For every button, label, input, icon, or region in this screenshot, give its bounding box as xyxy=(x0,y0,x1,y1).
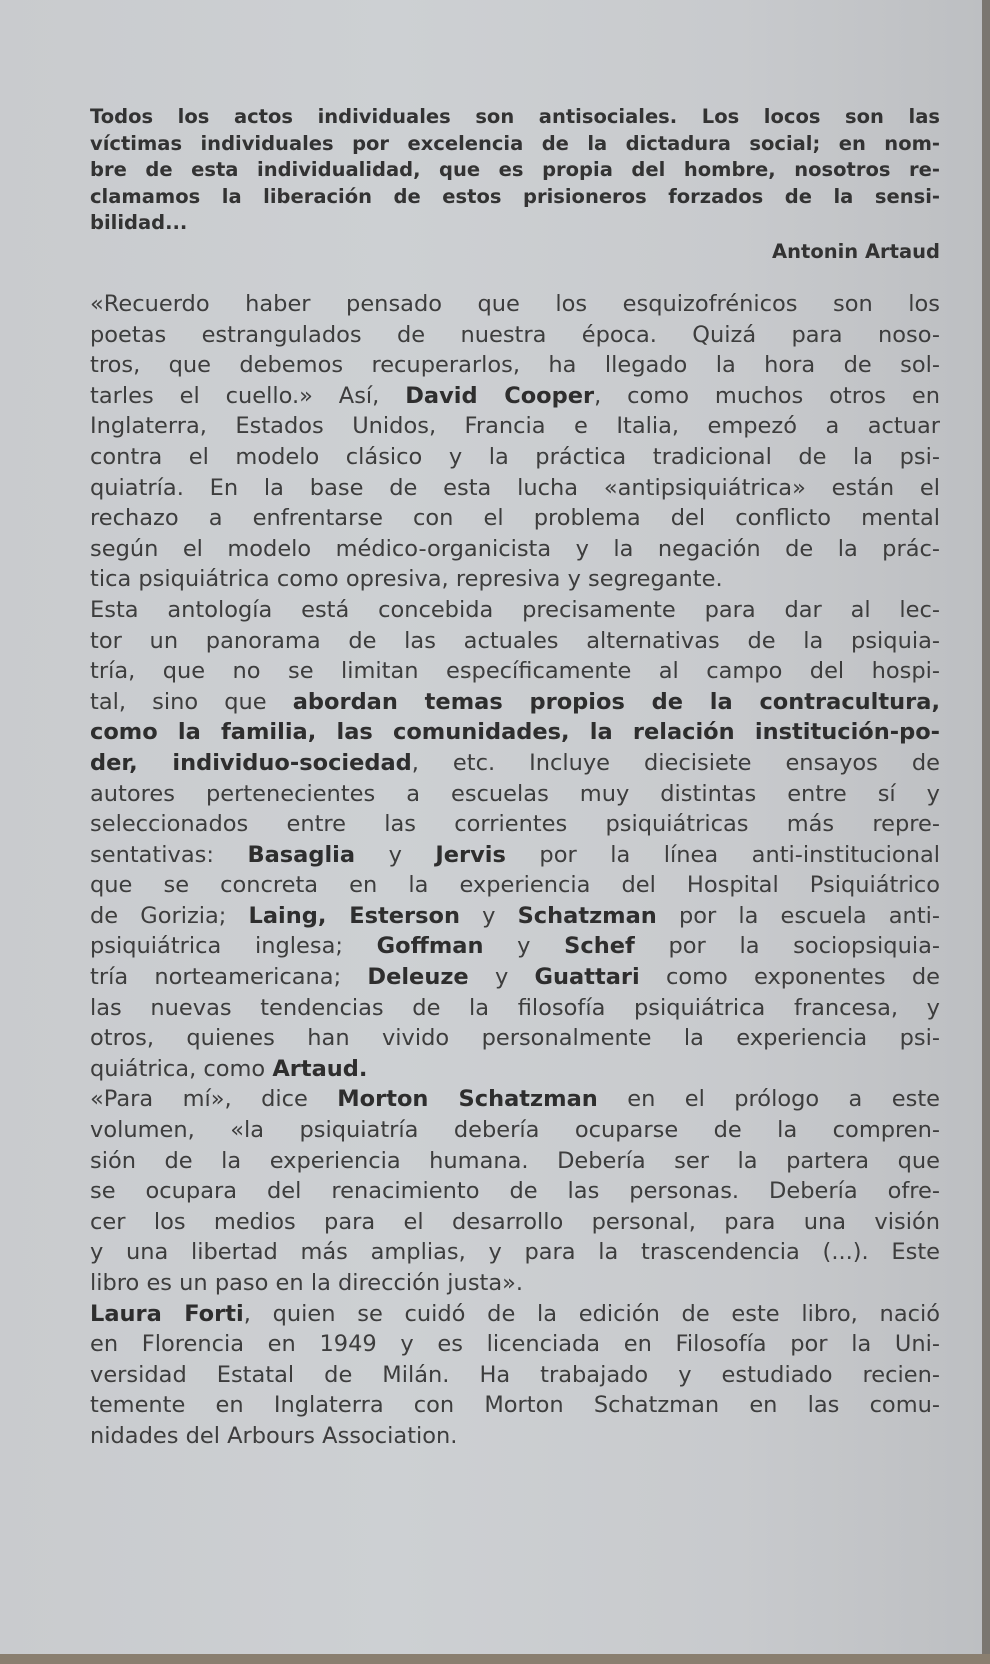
epigraph-line: víctimas individuales por excelencia de la dictadura social; en nom- xyxy=(90,131,940,155)
bold-name: Jervis xyxy=(435,841,506,868)
text-line: tría, que no se limitan específicamente al campo del hospi- xyxy=(90,658,940,685)
text-line: libro es un paso en la dirección justa». xyxy=(90,1270,524,1296)
text-line: quiatría. En la base de esta lucha «antipsiquiátrica» están el xyxy=(90,474,940,501)
text-line: las nuevas tendencias de la filosofía psiquiátrica francesa, y xyxy=(90,994,940,1021)
text-line: autores pertenecientes a escuelas muy distintas entre sí y xyxy=(90,780,940,807)
text-run: y xyxy=(460,902,518,929)
text-line: contra el modelo clásico y la práctica tradicional de la psi- xyxy=(90,443,940,470)
text-line xyxy=(90,1299,940,1330)
text-line: y una libertad más amplias, y para la trascendencia (...). Este xyxy=(90,1239,940,1266)
text-run: tría norteamericana; xyxy=(90,964,368,991)
text-run: y xyxy=(468,964,535,991)
text-line xyxy=(90,901,940,932)
text-line: temente en Inglaterra con Morton Schatzman en las comu- xyxy=(90,1392,940,1419)
text-line: se ocupara del renacimiento de las personas. Debería ofre- xyxy=(90,1178,940,1205)
text-line: que se concreta en la experiencia del Hospital Psiquiátrico xyxy=(90,872,940,899)
text-line: rechazo a enfrentarse con el problema del conflicto mental xyxy=(90,505,940,532)
text-line: versidad Estatal de Milán. Ha trabajado y estudiado recien- xyxy=(90,1361,940,1388)
bold-name-cooper: David Cooper xyxy=(405,382,595,409)
text-line: volumen, «la psiquiatría debería ocuparse de la compren- xyxy=(90,1117,940,1144)
epigraph-quote xyxy=(90,104,940,237)
bold-name: Artaud. xyxy=(272,1055,368,1082)
text-line: sión de la experiencia humana. Debería ser la partera que xyxy=(90,1147,940,1174)
bold-name: Guattari xyxy=(534,964,640,991)
bold-run: der, individuo-sociedad xyxy=(90,749,412,776)
text-run: como exponentes de xyxy=(639,964,940,991)
paragraph-intro xyxy=(90,289,940,595)
bold-name: Schef xyxy=(564,933,635,960)
text-line xyxy=(90,381,940,412)
text-line: «Recuerdo haber pensado que los esquizofrénicos son los xyxy=(90,291,940,317)
bold-name: Morton Schatzman xyxy=(337,1086,598,1113)
bold-name: Deleuze xyxy=(367,964,469,991)
text-run: por la sociopsiquia- xyxy=(634,933,940,960)
text-line xyxy=(90,1054,940,1085)
text-run: en el prólogo a este xyxy=(597,1086,940,1113)
bold-name: Goffman xyxy=(376,933,484,960)
text-line: Inglaterra, Estados Unidos, Francia e Italia, empezó a actuar xyxy=(90,413,940,440)
text-line: según el modelo médico-organicista y la negación de la prác- xyxy=(90,535,940,562)
text-run: sentativas: xyxy=(90,841,248,868)
text-line: tica psiquiátrica como opresiva, represiva y segregante. xyxy=(90,566,723,593)
bold-run: abordan temas propios de la contracultura, xyxy=(292,688,940,715)
text-run: , quien se cuidó de la edición de este libro, nació xyxy=(243,1300,940,1327)
text-run: , como muchos otros en xyxy=(594,382,940,409)
text-line: cer los medios para el desarrollo personal, para una visión xyxy=(90,1208,940,1235)
text-run: tal, sino que xyxy=(90,688,293,715)
text-line: poetas estrangulados de nuestra época. Quizá para noso- xyxy=(90,321,940,348)
text-run: , etc. Incluye diecisiete ensayos de xyxy=(411,749,940,776)
paragraph-schatzman-quote xyxy=(90,1084,940,1298)
text-line xyxy=(90,717,940,748)
text-line xyxy=(90,931,940,962)
text-line: en Florencia en 1949 y es licenciada en Filosofía por la Uni- xyxy=(90,1331,940,1358)
bold-name: Laing, Esterson xyxy=(248,902,460,929)
text-line xyxy=(90,840,940,871)
cover-right-edge xyxy=(982,0,990,1664)
text-line xyxy=(90,748,940,779)
text-line: tros, que debemos recuperarlos, ha llegado la hora de sol- xyxy=(90,352,940,379)
text-line: seleccionados entre las corrientes psiquiátricas más repre- xyxy=(90,811,940,838)
text-line xyxy=(90,962,940,993)
epigraph-line: Todos los actos individuales son antisociales. Los locos son las xyxy=(90,105,940,128)
text-line: nidades del Arbours Association. xyxy=(90,1422,458,1449)
text-run: quiátrica, como xyxy=(90,1055,273,1082)
text-line: Esta antología está concebida precisamente para dar al lec- xyxy=(90,596,940,623)
bold-name-forti: Laura Forti xyxy=(90,1300,244,1327)
cover-bottom-edge xyxy=(0,1654,990,1664)
paragraph-editor-bio xyxy=(90,1299,940,1452)
bold-name: Schatzman xyxy=(517,902,657,929)
text-run: por la línea anti-institucional xyxy=(505,841,940,868)
text-run: «Para mí», dice xyxy=(90,1086,338,1113)
bold-name: Basaglia xyxy=(247,841,356,868)
epigraph-author: Antonin Artaud xyxy=(772,239,940,263)
text-run: tarles el cuello.» Así, xyxy=(90,382,406,409)
text-run: y xyxy=(355,841,436,868)
text-run: de Gorizia; xyxy=(90,902,249,929)
text-run: psiquiátrica inglesa; xyxy=(90,933,377,960)
epigraph-line: clamamos la liberación de estos prisioneros forzados de la sensi- xyxy=(90,184,940,208)
cover-text-block xyxy=(90,104,940,1452)
epigraph-line: bilidad... xyxy=(90,211,188,234)
text-line: otros, quienes han vivido personalmente la experiencia psi- xyxy=(90,1025,940,1052)
text-line xyxy=(90,1084,940,1115)
text-line: tor un panorama de las actuales alternativas de la psiquia- xyxy=(90,627,940,654)
text-line xyxy=(90,687,940,718)
epigraph-line: bre de esta individualidad, que es propia del hombre, nosotros re- xyxy=(90,158,940,181)
bold-run: como la familia, las comunidades, la relación institución-po- xyxy=(90,719,940,746)
paragraph-anthology xyxy=(90,595,940,1085)
text-run: por la escuela anti- xyxy=(656,902,941,929)
text-run: y xyxy=(483,933,565,960)
